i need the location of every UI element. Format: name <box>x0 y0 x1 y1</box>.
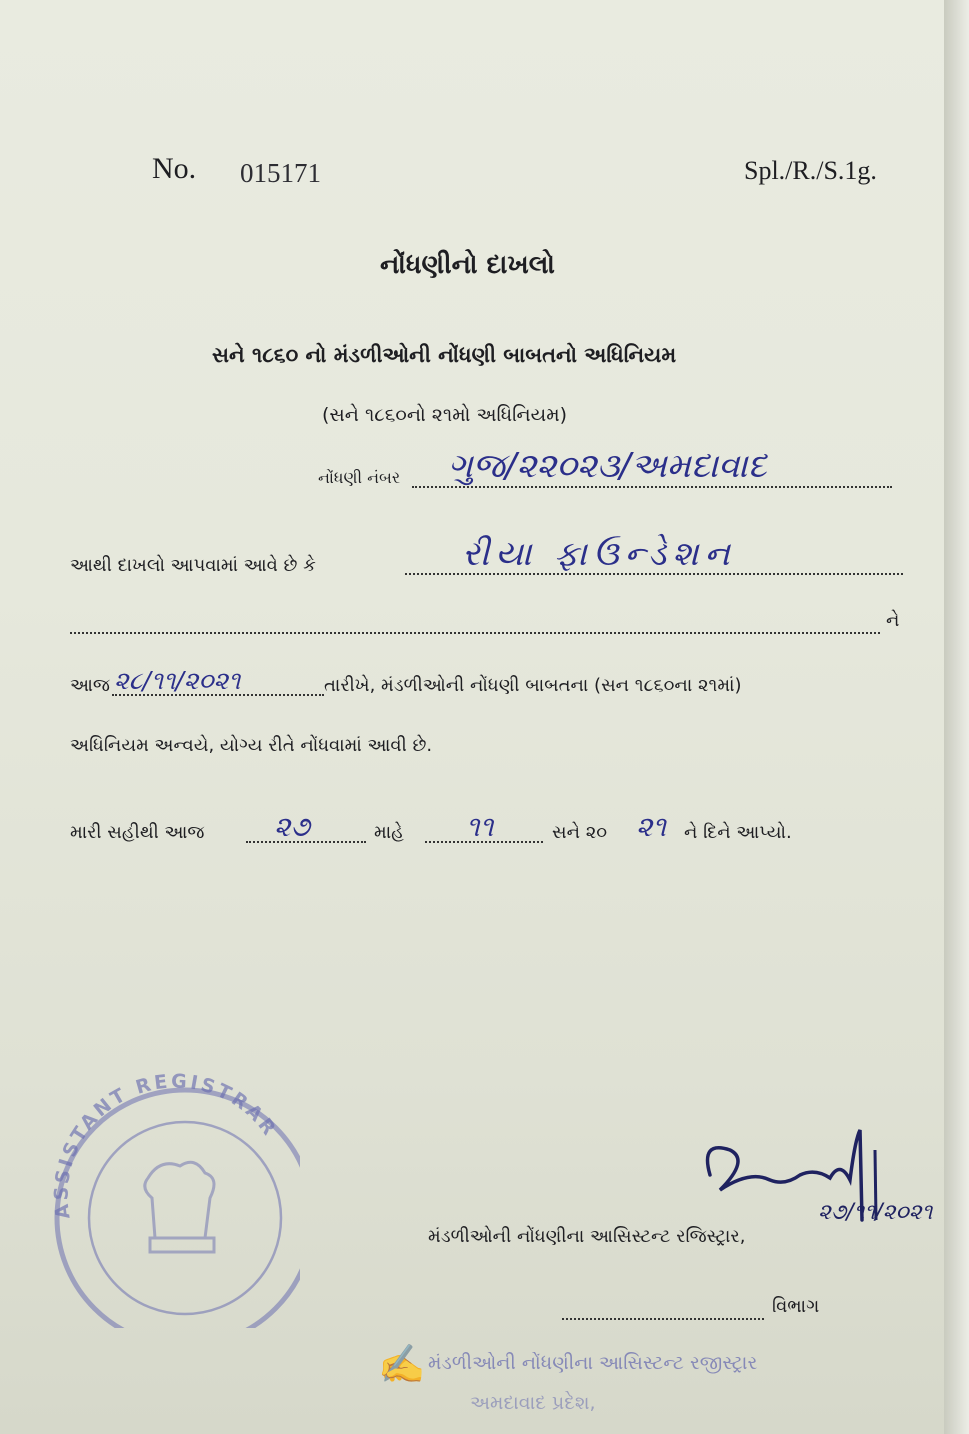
stamp-line-2: અમદાવાદ પ્રદેશ, <box>470 1392 596 1414</box>
certificate-number: 015171 <box>240 158 321 188</box>
stamp-line-1: મંડળીઓની નોંધણીના આસિસ્ટન્ટ રજીસ્ટ્રાર <box>428 1352 758 1374</box>
signed-day: ૨૭ <box>274 810 310 843</box>
division-label: વિભાગ <box>772 1296 820 1317</box>
signed-suffix: ને દિને આપ્યો. <box>684 822 792 843</box>
act-line-2: અધિનિયમ અન્વયે, યોગ્ય રીતે નોંધવામાં આવી છે. <box>70 735 433 756</box>
registrar-title: મંડળીઓની નોંધણીના આસિસ્ટન્ટ રજિસ્ટ્રાર, <box>428 1226 746 1247</box>
society-name-dots-2 <box>70 632 880 634</box>
year-label: સને ૨૦ <box>552 822 608 843</box>
seal-text: ASSISTANT REGISTRAR <box>50 1070 282 1221</box>
date-rest: તારીખે, મંડળીઓની નોંધણી બાબતના (સન ૧૮૬૦ના ૨૧માં) <box>324 675 742 696</box>
act-heading: સને ૧૮૬૦ નો મંડળીઓની નોંધણી બાબતનો અધિનિયમ <box>212 343 677 367</box>
official-seal <box>30 1048 300 1328</box>
date-prefix: આજ <box>70 675 110 696</box>
form-code: Spl./R./S.1g. <box>744 156 877 185</box>
signature-date: ૨૭/૧૧/૨૦૨૧ <box>818 1200 933 1225</box>
signed-year: ૨૧ <box>636 810 667 843</box>
registration-date: ૨૮/૧૧/૨૦૨૧ <box>114 666 241 695</box>
signed-month: ૧૧ <box>466 810 494 843</box>
number-label: No. <box>152 152 197 185</box>
paper-edge <box>944 0 969 1434</box>
certify-prefix: આથી દાખલો આપવામાં આવે છે કે <box>70 555 316 576</box>
registration-number-value: ગુજ/૨૨૦૨૩/અમદાવાદ <box>448 446 767 486</box>
certificate-title: નોંધણીનો દાખલો <box>380 250 555 280</box>
registration-number-dots <box>412 486 892 488</box>
certify-suffix: ને <box>886 610 900 631</box>
signed-prefix: મારી સહીથી આજ <box>70 822 205 843</box>
act-subheading: (સને ૧૮૬૦નો ૨૧મો અધિનિયમ) <box>322 404 568 426</box>
division-dots <box>562 1318 764 1320</box>
registration-number-label: નોંધણી નંબર <box>318 468 401 487</box>
society-name: રીયા ફાઉન્ડેશન <box>462 534 736 574</box>
stamp-initial: ✍ <box>378 1342 426 1386</box>
month-label: માહે <box>374 822 404 843</box>
emblem-icon <box>145 1162 214 1252</box>
